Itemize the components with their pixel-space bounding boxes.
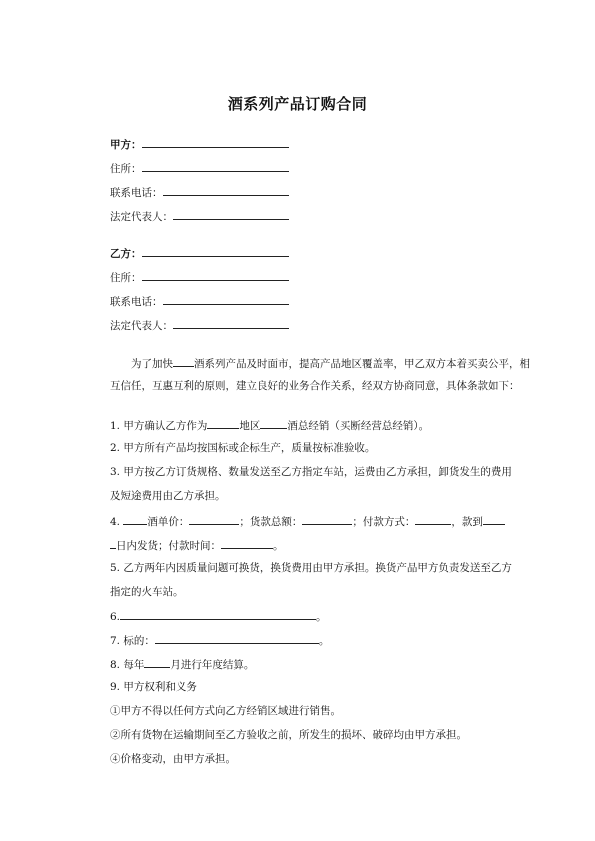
intro-blank[interactable] xyxy=(173,355,194,367)
clause-2: 2. 甲方所有产品均按国标或企标生产，质量按标准验收。 xyxy=(110,442,376,454)
clause-1-text-c: 酒总经销（买断经营总经销）。 xyxy=(287,420,430,432)
party-b-rep-blank[interactable] xyxy=(173,317,289,329)
party-b-label: 乙方： xyxy=(110,248,142,260)
clause-7-text-a: 7. 标的： xyxy=(110,635,155,647)
party-a-rep-label: 法定代表人： xyxy=(110,211,173,223)
intro-text-b: 酒系列产品及时面市，提高产品地区覆盖率，甲乙双方本着买卖公平，相 xyxy=(194,358,530,370)
party-b-blank[interactable] xyxy=(142,245,289,257)
party-a-rep-blank[interactable] xyxy=(173,208,289,220)
party-a-blank[interactable] xyxy=(142,136,289,148)
clause-6 xyxy=(110,608,327,624)
clause-4-text-b: 酒单价： xyxy=(147,516,190,528)
party-a-rep-line xyxy=(110,208,289,224)
party-b-rep-line xyxy=(110,317,289,333)
party-a-address-label: 住所： xyxy=(110,163,142,175)
clause-4-text-f: 日内发货；付款时间： xyxy=(116,540,221,552)
clause-8-blank[interactable] xyxy=(144,656,170,668)
intro-line-1 xyxy=(131,355,530,371)
clause-9: 9. 甲方权利和义务 xyxy=(110,681,197,693)
party-b-phone-blank[interactable] xyxy=(163,293,289,305)
party-a-phone-blank[interactable] xyxy=(163,184,289,196)
clause-4-text-a: 4. xyxy=(110,516,121,528)
clause-4-blank-days[interactable] xyxy=(483,513,505,525)
clause-8-text-a: 8. 每年 xyxy=(110,659,145,671)
clause-4-blank-total[interactable] xyxy=(302,513,352,525)
clause-4-line-2 xyxy=(110,537,284,553)
clause-1-text-a: 1. 甲方确认乙方作为 xyxy=(110,420,208,432)
clause-8-text-b: 月进行年度结算。 xyxy=(170,659,255,671)
clause-6-text-a: 6. xyxy=(110,611,121,623)
party-a-address-line xyxy=(110,160,289,176)
party-b-phone-line xyxy=(110,293,289,309)
clause-6-text-b: 。 xyxy=(316,611,327,623)
party-b-rep-label: 法定代表人： xyxy=(110,320,173,332)
party-a-label: 甲方： xyxy=(110,139,142,151)
right-2: ②所有货物在运输期间至乙方验收之前，所发生的损坏、破碎均由甲方承担。 xyxy=(110,729,467,741)
clause-4-text-e: ，款到 xyxy=(451,516,483,528)
clause-4-blank-method[interactable] xyxy=(415,513,451,525)
document-title: 酒系列产品订购合同 xyxy=(227,95,368,113)
clause-5-line-2: 指定的火车站。 xyxy=(110,586,184,598)
clause-4-line-1 xyxy=(110,513,505,529)
clause-7 xyxy=(110,632,329,648)
clause-1-blank-a[interactable] xyxy=(207,417,239,429)
right-1: ①甲方不得以任何方式向乙方经销区域进行销售。 xyxy=(110,705,341,717)
clause-4-text-g: 。 xyxy=(273,540,284,552)
clause-8 xyxy=(110,656,254,672)
right-4: ④价格变动，由甲方承担。 xyxy=(110,753,236,765)
party-a-address-blank[interactable] xyxy=(142,160,289,172)
party-a-phone-line xyxy=(110,184,289,200)
party-a-line xyxy=(110,136,289,152)
clause-1-blank-b[interactable] xyxy=(260,417,287,429)
clause-4-blank-time[interactable] xyxy=(221,537,273,549)
clause-7-blank[interactable] xyxy=(155,632,319,644)
party-b-address-label: 住所： xyxy=(110,272,142,284)
clause-3-line-2: 及短途费用由乙方承担。 xyxy=(110,490,226,502)
party-b-address-blank[interactable] xyxy=(142,269,289,281)
clause-4-blank-price[interactable] xyxy=(189,513,239,525)
clause-1-text-b: 地区 xyxy=(239,420,261,432)
clause-6-blank[interactable] xyxy=(120,608,316,620)
party-b-phone-label: 联系电话： xyxy=(110,296,163,308)
clause-7-text-b: 。 xyxy=(318,635,330,647)
party-a-phone-label: 联系电话： xyxy=(110,187,163,199)
intro-text-a: 为了加快 xyxy=(131,358,173,370)
party-b-line xyxy=(110,245,289,261)
clause-4-text-d: ；付款方式： xyxy=(352,516,416,528)
clause-1 xyxy=(110,417,429,433)
party-b-address-line xyxy=(110,269,289,285)
clause-5-line-1: 5. 乙方两年内因质量问题可换货，换货费用由甲方承担。换货产品甲方负责发送至乙方 xyxy=(110,562,512,574)
intro-line-2: 互信任，互惠互利的原则，建立良好的业务合作关系，经双方协商同意，具体条款如下： xyxy=(110,380,520,392)
clause-3-line-1: 3. 甲方按乙方订货规格、数量发送至乙方指定车站，运费由乙方承担，卸货发生的费用 xyxy=(110,466,512,478)
clause-4-blank-a[interactable] xyxy=(123,513,147,525)
clause-4-text-c: ；货款总额： xyxy=(239,516,303,528)
